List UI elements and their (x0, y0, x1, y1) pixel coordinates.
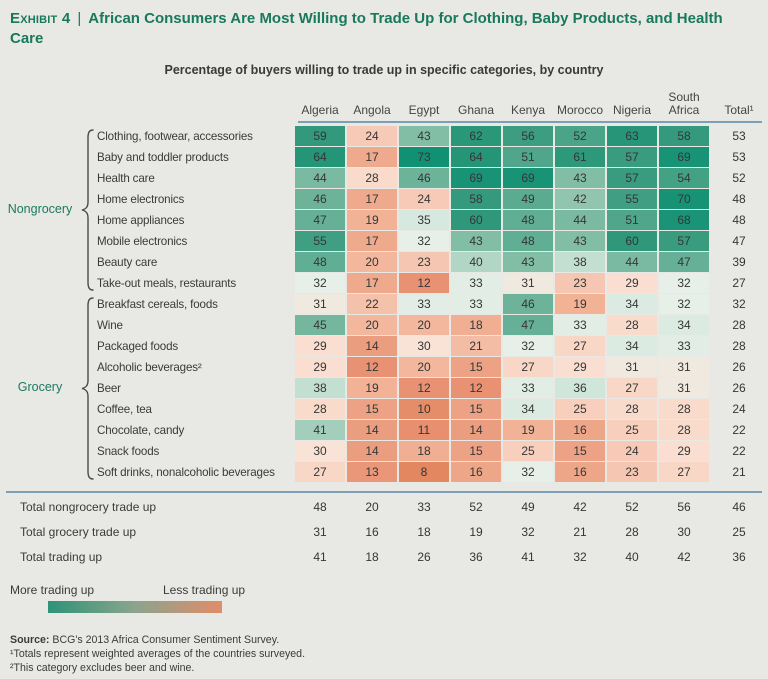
heatmap-cell: 14 (347, 420, 397, 440)
heatmap-cell: 52 (555, 126, 605, 146)
heatmap-cell: 55 (295, 231, 345, 251)
heatmap-cell: 62 (451, 126, 501, 146)
totals-rule (6, 491, 762, 493)
table-row (0, 357, 768, 378)
row-total: 39 (732, 255, 746, 269)
column-header: Ghana (457, 103, 495, 118)
heatmap-cell: 33 (659, 336, 709, 356)
heatmap-cell: 33 (503, 378, 553, 398)
heatmap-cell: 15 (347, 399, 397, 419)
heatmap-cell: 18 (451, 315, 501, 335)
heatmap-cell: 24 (399, 189, 449, 209)
heatmap-cell: 21 (451, 336, 501, 356)
heatmap-cell: 44 (607, 252, 657, 272)
category-label: Health care (97, 171, 155, 185)
heatmap-cell: 10 (399, 399, 449, 419)
heatmap-cell: 19 (503, 420, 553, 440)
totals-value: 42 (573, 500, 587, 514)
heatmap-cell: 28 (607, 399, 657, 419)
totals-value: 20 (365, 500, 379, 514)
heatmap-cell: 29 (607, 273, 657, 293)
column-header: Algeria (301, 103, 339, 118)
heatmap-cell: 15 (451, 357, 501, 377)
column-header: Angola (353, 103, 391, 118)
heatmap-cell: 69 (659, 147, 709, 167)
heatmap-cell: 27 (503, 357, 553, 377)
heatmap-cell: 29 (295, 357, 345, 377)
legend-gradient-bar (48, 601, 222, 613)
heatmap-cell: 17 (347, 231, 397, 251)
category-label: Snack foods (97, 444, 160, 458)
heatmap-cell: 20 (347, 315, 397, 335)
heatmap-cell: 31 (659, 378, 709, 398)
heatmap-cell: 17 (347, 189, 397, 209)
table-row (0, 147, 768, 168)
table-row (0, 399, 768, 420)
heatmap-cell: 38 (555, 252, 605, 272)
totals-value: 31 (313, 525, 327, 539)
heatmap-cell: 31 (295, 294, 345, 314)
category-label: Take-out meals, restaurants (97, 276, 237, 290)
totals-value: 26 (417, 550, 431, 564)
row-total: 26 (732, 381, 746, 395)
heatmap-cell: 31 (607, 357, 657, 377)
heatmap-cell: 33 (399, 294, 449, 314)
heatmap-cell: 17 (347, 147, 397, 167)
heatmap-cell: 34 (503, 399, 553, 419)
group-brace-icon (80, 297, 96, 480)
heatmap-cell: 27 (555, 336, 605, 356)
heatmap-cell: 32 (659, 273, 709, 293)
heatmap-cell: 29 (659, 441, 709, 461)
totals-value: 49 (521, 500, 535, 514)
column-header: Morocco (556, 103, 603, 118)
heatmap-cell: 28 (659, 420, 709, 440)
column-header: South Africa (668, 89, 700, 118)
table-row (0, 462, 768, 483)
heatmap-cell: 56 (503, 126, 553, 146)
group-label-grocery: Grocery (17, 380, 63, 394)
column-header-total: Total¹ (724, 103, 754, 118)
column-header: Nigeria (612, 103, 651, 118)
totals-grand-value: 46 (732, 500, 746, 514)
heatmap-cell: 44 (295, 168, 345, 188)
heatmap-cell: 43 (503, 252, 553, 272)
totals-value: 30 (677, 525, 691, 539)
heatmap-cell: 42 (555, 189, 605, 209)
group-label-nongrocery: Nongrocery (7, 201, 73, 216)
source-label: Source: (10, 633, 50, 646)
category-label: Mobile electronics (97, 234, 188, 248)
heatmap-cell: 32 (659, 294, 709, 314)
totals-label: Total trading up (20, 550, 103, 564)
row-total: 26 (732, 360, 746, 374)
table-row (0, 441, 768, 462)
heatmap-cell: 20 (399, 315, 449, 335)
heatmap-cell: 57 (607, 168, 657, 188)
row-total: 52 (732, 171, 746, 185)
category-label: Baby and toddler products (97, 150, 229, 164)
chart-subtitle: Percentage of buyers willing to trade up in specific categories, by country (164, 62, 604, 77)
totals-value: 16 (365, 525, 379, 539)
heatmap-cell: 64 (295, 147, 345, 167)
row-total: 32 (732, 297, 746, 311)
row-total: 48 (732, 192, 746, 206)
totals-label: Total grocery trade up (20, 525, 137, 539)
heatmap-cell: 34 (607, 336, 657, 356)
category-label: Breakfast cereals, foods (97, 297, 218, 311)
heatmap-cell: 69 (451, 168, 501, 188)
totals-value: 41 (313, 550, 327, 564)
heatmap-cell: 25 (555, 399, 605, 419)
heatmap-cell: 48 (295, 252, 345, 272)
heatmap-cell: 64 (451, 147, 501, 167)
row-total: 21 (732, 465, 746, 479)
heatmap-cell: 60 (607, 231, 657, 251)
heatmap-cell: 17 (347, 273, 397, 293)
row-total: 48 (732, 213, 746, 227)
heatmap-cell: 32 (295, 273, 345, 293)
totals-value: 52 (625, 500, 639, 514)
heatmap-cell: 38 (295, 378, 345, 398)
heatmap-table (0, 81, 768, 570)
heatmap-cell: 19 (347, 210, 397, 230)
heatmap-cell: 58 (451, 189, 501, 209)
heatmap-cell: 25 (607, 420, 657, 440)
table-row (0, 252, 768, 273)
heatmap-cell: 8 (399, 462, 449, 482)
source-text: BCG's 2013 Africa Consumer Sentiment Survey. (52, 633, 280, 646)
heatmap-cell: 12 (347, 357, 397, 377)
totals-value: 48 (313, 500, 327, 514)
heatmap-cell: 25 (503, 441, 553, 461)
heatmap-cell: 35 (399, 210, 449, 230)
column-header: Egypt (408, 103, 440, 118)
title-text: African Consumers Are Most Willing to Trade Up for Clothing, Baby Products, and Health Care (10, 10, 723, 48)
exhibit-label: Exhibit 4 (10, 10, 71, 27)
heatmap-cell: 14 (451, 420, 501, 440)
category-label: Alcoholic beverages² (97, 360, 202, 374)
heatmap-cell: 19 (347, 378, 397, 398)
heatmap-cell: 14 (347, 441, 397, 461)
legend-more-label: More trading up (10, 582, 95, 597)
totals-label: Total nongrocery trade up (20, 500, 157, 514)
table-row (0, 273, 768, 294)
heatmap-cell: 70 (659, 189, 709, 209)
row-total: 24 (732, 402, 746, 416)
footnote-2: ²This category excludes beer and wine. (10, 661, 195, 674)
heatmap-cell: 43 (555, 168, 605, 188)
heatmap-cell: 46 (399, 168, 449, 188)
heatmap-cell: 49 (503, 189, 553, 209)
row-total: 28 (732, 318, 746, 332)
heatmap-cell: 68 (659, 210, 709, 230)
heatmap-cell: 16 (451, 462, 501, 482)
heatmap-cell: 30 (295, 441, 345, 461)
totals-value: 42 (677, 550, 691, 564)
heatmap-cell: 40 (451, 252, 501, 272)
heatmap-cell: 12 (399, 378, 449, 398)
heatmap-cell: 30 (399, 336, 449, 356)
heatmap-cell: 15 (451, 399, 501, 419)
totals-value: 36 (469, 550, 483, 564)
heatmap-cell: 12 (451, 378, 501, 398)
totals-grand-value: 25 (732, 525, 746, 539)
heatmap-cell: 59 (295, 126, 345, 146)
heatmap-cell: 43 (399, 126, 449, 146)
heatmap-cell: 11 (399, 420, 449, 440)
footnote-1: ¹Totals represent weighted averages of the countries surveyed. (10, 647, 306, 660)
totals-value: 18 (365, 550, 379, 564)
heatmap-cell: 61 (555, 147, 605, 167)
totals-value: 32 (521, 525, 535, 539)
source-line (10, 633, 754, 647)
header-row (0, 81, 768, 121)
heatmap-cell: 31 (503, 273, 553, 293)
heatmap-cell: 36 (555, 378, 605, 398)
totals-row (0, 520, 768, 545)
totals-value: 52 (469, 500, 483, 514)
category-label: Chocolate, candy (97, 423, 185, 437)
heatmap-cell: 15 (555, 441, 605, 461)
category-label: Beauty care (97, 255, 158, 269)
heatmap-cell: 27 (659, 462, 709, 482)
totals-section (0, 495, 768, 570)
table-body (0, 126, 768, 483)
legend-less-label: Less trading up (163, 582, 246, 597)
footer (10, 633, 754, 676)
table-row (0, 231, 768, 252)
category-label: Home appliances (97, 213, 185, 227)
heatmap-cell: 45 (295, 315, 345, 335)
heatmap-cell: 28 (347, 168, 397, 188)
header-rule (298, 121, 762, 123)
heatmap-cell: 33 (451, 294, 501, 314)
totals-row (0, 495, 768, 520)
heatmap-cell: 28 (607, 315, 657, 335)
row-total: 53 (732, 150, 746, 164)
totals-value: 21 (573, 525, 587, 539)
heatmap-cell: 34 (607, 294, 657, 314)
table-row (0, 126, 768, 147)
heatmap-cell: 32 (503, 462, 553, 482)
heatmap-cell: 16 (555, 462, 605, 482)
heatmap-cell: 43 (555, 231, 605, 251)
totals-value: 41 (521, 550, 535, 564)
heatmap-cell: 51 (607, 210, 657, 230)
heatmap-cell: 63 (607, 126, 657, 146)
column-header: Kenya (510, 103, 546, 118)
totals-value: 33 (417, 500, 431, 514)
category-label: Clothing, footwear, accessories (97, 129, 253, 143)
heatmap-cell: 48 (503, 231, 553, 251)
table-row (0, 168, 768, 189)
totals-value: 32 (573, 550, 587, 564)
heatmap-cell: 22 (347, 294, 397, 314)
heatmap-cell: 12 (399, 273, 449, 293)
category-label: Beer (97, 381, 121, 395)
group-brace-icon (80, 129, 96, 291)
category-label: Home electronics (97, 192, 185, 206)
heatmap-cell: 46 (295, 189, 345, 209)
heatmap-cell: 23 (399, 252, 449, 272)
heatmap-cell: 44 (555, 210, 605, 230)
heatmap-cell: 31 (659, 357, 709, 377)
totals-grand-value: 36 (732, 550, 746, 564)
color-legend (10, 583, 768, 616)
heatmap-cell: 27 (607, 378, 657, 398)
heatmap-cell: 14 (347, 336, 397, 356)
heatmap-cell: 16 (555, 420, 605, 440)
heatmap-cell: 23 (555, 273, 605, 293)
category-label: Soft drinks, nonalcoholic beverages (97, 465, 275, 479)
heatmap-cell: 47 (295, 210, 345, 230)
heatmap-cell: 57 (659, 231, 709, 251)
heatmap-cell: 20 (347, 252, 397, 272)
row-total: 53 (732, 129, 746, 143)
heatmap-cell: 55 (607, 189, 657, 209)
heatmap-cell: 27 (295, 462, 345, 482)
heatmap-cell: 57 (607, 147, 657, 167)
heatmap-cell: 69 (503, 168, 553, 188)
heatmap-cell: 23 (607, 462, 657, 482)
category-label: Wine (97, 318, 123, 332)
totals-value: 19 (469, 525, 483, 539)
heatmap-cell: 33 (555, 315, 605, 335)
heatmap-cell: 29 (295, 336, 345, 356)
row-total: 28 (732, 339, 746, 353)
heatmap-cell: 19 (555, 294, 605, 314)
heatmap-cell: 29 (555, 357, 605, 377)
totals-value: 28 (625, 525, 639, 539)
heatmap-cell: 24 (347, 126, 397, 146)
heatmap-cell: 28 (659, 399, 709, 419)
heatmap-cell: 41 (295, 420, 345, 440)
heatmap-cell: 60 (451, 210, 501, 230)
heatmap-cell: 28 (295, 399, 345, 419)
heatmap-cell: 47 (503, 315, 553, 335)
heatmap-cell: 54 (659, 168, 709, 188)
totals-value: 40 (625, 550, 639, 564)
heatmap-cell: 48 (503, 210, 553, 230)
heatmap-cell: 34 (659, 315, 709, 335)
row-total: 27 (732, 276, 746, 290)
row-total: 47 (732, 234, 746, 248)
heatmap-cell: 73 (399, 147, 449, 167)
table-row (0, 336, 768, 357)
heatmap-cell: 32 (503, 336, 553, 356)
heatmap-cell: 20 (399, 357, 449, 377)
heatmap-cell: 33 (451, 273, 501, 293)
totals-value: 56 (677, 500, 691, 514)
table-row (0, 378, 768, 399)
table-row (0, 210, 768, 231)
heatmap-cell: 47 (659, 252, 709, 272)
heatmap-cell: 32 (399, 231, 449, 251)
table-row (0, 189, 768, 210)
row-total: 22 (732, 423, 746, 437)
table-row (0, 294, 768, 315)
heatmap-cell: 51 (503, 147, 553, 167)
exhibit-title (0, 0, 768, 50)
heatmap-cell: 46 (503, 294, 553, 314)
heatmap-cell: 18 (399, 441, 449, 461)
heatmap-cell: 43 (451, 231, 501, 251)
totals-value: 18 (417, 525, 431, 539)
row-total: 22 (732, 444, 746, 458)
totals-row (0, 545, 768, 570)
category-label: Coffee, tea (97, 402, 152, 416)
heatmap-cell: 15 (451, 441, 501, 461)
heatmap-cell: 24 (607, 441, 657, 461)
table-row (0, 420, 768, 441)
table-row (0, 315, 768, 336)
heatmap-cell: 13 (347, 462, 397, 482)
heatmap-cell: 58 (659, 126, 709, 146)
category-label: Packaged foods (97, 339, 179, 353)
title-divider: | (77, 10, 82, 27)
